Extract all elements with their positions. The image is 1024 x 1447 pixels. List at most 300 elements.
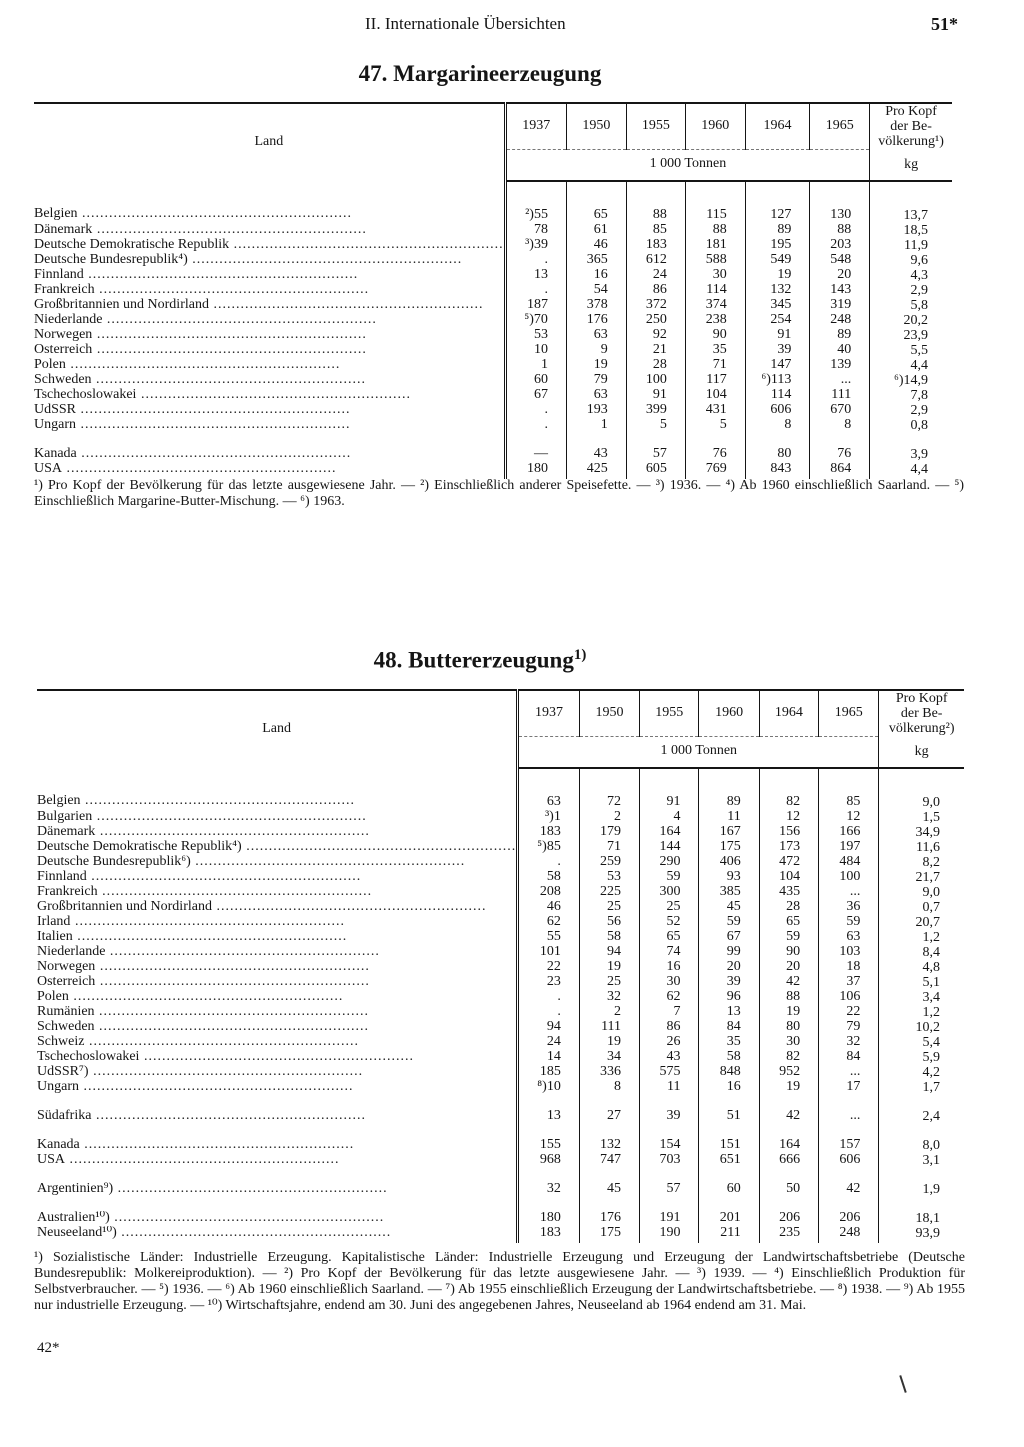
leader-dots: ............................................................ — [92, 222, 367, 237]
production-value: 37 — [819, 975, 879, 990]
table-47-year-header: 1964 — [745, 103, 810, 149]
leader-dots: ............................................................ — [95, 824, 370, 839]
leader-dots: ............................................................ — [77, 206, 353, 222]
production-value: 58 — [699, 1050, 759, 1065]
production-value: ³)1 — [518, 810, 580, 825]
production-value: 156 — [759, 825, 818, 840]
per-capita-value: 8,4 — [879, 945, 964, 960]
production-value: 166 — [819, 825, 879, 840]
production-value: 50 — [759, 1182, 818, 1197]
leader-dots: ............................................................ — [70, 914, 345, 929]
production-value: 1 — [505, 358, 566, 373]
table-row — [37, 900, 964, 915]
table-48-year-header: 1964 — [759, 690, 818, 736]
leader-dots: ............................................................ — [97, 884, 373, 899]
production-value: 89 — [810, 328, 870, 343]
leader-dots: ............................................................ — [76, 446, 352, 461]
country-name — [37, 885, 518, 900]
production-value: ... — [810, 373, 870, 388]
production-value: 78 — [505, 223, 566, 238]
country-label: Finnland — [34, 267, 84, 282]
country-label: Großbritannien und Nordirland — [37, 899, 212, 914]
production-value: 55 — [518, 930, 580, 945]
country-label: Bulgarien — [37, 809, 93, 824]
leader-dots: ............................................................ — [136, 387, 411, 402]
production-value: 85 — [626, 223, 685, 238]
production-value: 45 — [579, 1182, 639, 1197]
table-row — [37, 1153, 964, 1168]
production-value: 63 — [819, 930, 879, 945]
table-48-title-text: 48. Buttererzeugung — [373, 647, 574, 673]
table-row — [37, 1020, 964, 1035]
table-47-unit: 1 000 Tonnen — [505, 149, 870, 181]
production-value: 968 — [518, 1153, 580, 1168]
production-value: 16 — [640, 960, 699, 975]
country-label: Belgien — [37, 793, 81, 809]
leader-dots: ............................................................ — [139, 1049, 414, 1064]
production-value: 185 — [518, 1065, 580, 1080]
country-name — [34, 223, 505, 238]
production-value: 164 — [640, 825, 699, 840]
production-value: 206 — [819, 1211, 879, 1226]
production-value: 111 — [579, 1020, 639, 1035]
country-label: Großbritannien und Nordirland — [34, 297, 209, 312]
production-value: 183 — [626, 238, 685, 253]
per-capita-value: 2,9 — [870, 283, 952, 298]
production-value: 94 — [579, 945, 639, 960]
production-value: 1 — [566, 418, 626, 433]
production-value: 2 — [579, 810, 639, 825]
production-value: 132 — [579, 1138, 639, 1153]
production-value: 91 — [640, 768, 699, 810]
table-47-per-capita-unit: kg — [870, 149, 952, 181]
country-name — [37, 810, 518, 825]
table-row — [34, 358, 952, 373]
country-label: Deutsche Bundesrepublik⁴) — [34, 252, 188, 267]
production-value: 59 — [699, 915, 759, 930]
country-label: Polen — [37, 989, 69, 1004]
production-value: 99 — [699, 945, 759, 960]
production-value: 139 — [810, 358, 870, 373]
country-name — [37, 1211, 518, 1226]
country-name — [37, 945, 518, 960]
production-value: 24 — [518, 1035, 580, 1050]
production-value: 425 — [566, 462, 626, 479]
per-capita-value: 7,8 — [870, 388, 952, 403]
per-capita-value: 20,2 — [870, 313, 952, 328]
country-name — [34, 253, 505, 268]
table-48-body — [37, 768, 964, 1243]
per-capita-value: 93,9 — [879, 1226, 964, 1243]
production-value: 80 — [745, 447, 810, 462]
table-48-year-header: 1937 — [518, 690, 580, 736]
table-row — [37, 870, 964, 885]
country-name — [37, 1065, 518, 1080]
production-value: 20 — [699, 960, 759, 975]
production-value: 588 — [685, 253, 745, 268]
production-value: 36 — [819, 900, 879, 915]
production-value: 19 — [759, 1080, 818, 1095]
per-capita-value: 3,9 — [870, 447, 952, 462]
production-value: 23 — [518, 975, 580, 990]
country-label: Niederlande — [37, 944, 106, 959]
production-value: 769 — [685, 462, 745, 479]
table-47-year-header: 1937 — [505, 103, 566, 149]
production-value: 89 — [745, 223, 810, 238]
production-value: 20 — [759, 960, 818, 975]
table-row — [37, 810, 964, 825]
table-47-body — [34, 181, 952, 479]
production-value: 290 — [640, 855, 699, 870]
country-label: Deutsche Demokratische Republik⁴) — [37, 839, 242, 854]
country-name — [37, 990, 518, 1005]
leader-dots: ............................................................ — [94, 1019, 370, 1034]
production-value: 259 — [579, 855, 639, 870]
production-value: 71 — [685, 358, 745, 373]
per-capita-value: 10,2 — [879, 1020, 964, 1035]
production-value: . — [518, 990, 580, 1005]
table-row — [37, 930, 964, 945]
country-name — [37, 960, 518, 975]
production-value: 101 — [518, 945, 580, 960]
country-name — [37, 975, 518, 990]
production-value: 195 — [745, 238, 810, 253]
per-capita-value: 5,9 — [879, 1050, 964, 1065]
country-label: Schweiz — [37, 1034, 85, 1049]
leader-dots: ............................................................ — [76, 402, 351, 417]
production-value: 53 — [579, 870, 639, 885]
country-label: Norwegen — [37, 959, 96, 974]
table-row — [37, 915, 964, 930]
production-value: 179 — [579, 825, 639, 840]
production-value: 952 — [759, 1065, 818, 1080]
per-capita-value: 5,8 — [870, 298, 952, 313]
production-value: 19 — [566, 358, 626, 373]
per-capita-value: 4,8 — [879, 960, 964, 975]
table-47-year-header: 1965 — [810, 103, 870, 149]
table-row — [34, 223, 952, 238]
production-value: 65 — [566, 181, 626, 223]
production-value: 17 — [819, 1080, 879, 1095]
production-value: 14 — [518, 1050, 580, 1065]
production-value: 175 — [699, 840, 759, 855]
production-value: 103 — [819, 945, 879, 960]
production-value: 12 — [819, 810, 879, 825]
production-value: 88 — [759, 990, 818, 1005]
leader-dots: ............................................................ — [229, 237, 504, 252]
production-value: 63 — [566, 328, 626, 343]
production-value: 42 — [819, 1182, 879, 1197]
production-value: ⁸)10 — [518, 1080, 580, 1095]
production-value: 30 — [759, 1035, 818, 1050]
country-name — [37, 900, 518, 915]
per-capita-value: 5,4 — [879, 1035, 964, 1050]
production-value: 19 — [759, 1005, 818, 1020]
production-value: . — [505, 283, 566, 298]
production-value: 45 — [699, 900, 759, 915]
production-value: 164 — [759, 1138, 818, 1153]
production-value: 319 — [810, 298, 870, 313]
country-label: Tschechoslowakei — [34, 387, 137, 402]
table-47-footnote: ¹) Pro Kopf der Bevölkerung für das letzte ausgewiesene Jahr. — ²) Einschließlich anderer Speisefette. — ³) 1936. — ⁴) Ab 1960 einschließlich Saarland. — ⁵) Einschließlich Margarine-Butter-Mischung. — ⁶) 1963. — [34, 478, 964, 509]
per-capita-value: 1,2 — [879, 930, 964, 945]
country-name — [37, 1050, 518, 1065]
country-name — [34, 373, 505, 388]
per-capita-value: 18,5 — [870, 223, 952, 238]
per-capita-value: 11,6 — [879, 840, 964, 855]
production-value: 57 — [640, 1182, 699, 1197]
country-name — [34, 447, 505, 462]
production-value: 67 — [505, 388, 566, 403]
production-value: 79 — [819, 1020, 879, 1035]
production-value: 84 — [819, 1050, 879, 1065]
country-label: Neuseeland¹⁰) — [37, 1225, 117, 1240]
country-name — [34, 238, 505, 253]
country-label: Ungarn — [34, 417, 76, 432]
leader-dots: ............................................................ — [208, 297, 484, 312]
production-value: 16 — [566, 268, 626, 283]
leader-dots: ............................................................ — [86, 869, 362, 884]
per-capita-value: 1,2 — [879, 1005, 964, 1020]
production-value: . — [505, 403, 566, 418]
production-value: 65 — [640, 930, 699, 945]
production-value: 35 — [699, 1035, 759, 1050]
production-value: 91 — [745, 328, 810, 343]
per-capita-value: 9,6 — [870, 253, 952, 268]
production-value: 94 — [518, 1020, 580, 1035]
country-label: Irland — [37, 914, 71, 929]
production-value: 300 — [640, 885, 699, 900]
table-row — [34, 403, 952, 418]
table-row — [34, 238, 952, 253]
leader-dots: ............................................................ — [91, 1108, 366, 1123]
production-value: 40 — [810, 343, 870, 358]
country-label: Österreich — [34, 342, 93, 357]
production-value: 187 — [505, 298, 566, 313]
country-label: Südafrika — [37, 1108, 92, 1123]
production-value: 19 — [745, 268, 810, 283]
table-row — [37, 1138, 964, 1153]
country-name — [34, 181, 505, 223]
leader-dots: ............................................................ — [65, 357, 341, 372]
per-capita-value: 4,2 — [879, 1065, 964, 1080]
production-value: 747 — [579, 1153, 639, 1168]
per-capita-value: 23,9 — [870, 328, 952, 343]
country-label: Frankreich — [34, 282, 95, 297]
table-row-spacer — [37, 1095, 964, 1109]
production-value: 5 — [685, 418, 745, 433]
production-value: 25 — [640, 900, 699, 915]
production-value: 19 — [579, 960, 639, 975]
production-value: 203 — [810, 238, 870, 253]
production-value: 10 — [505, 343, 566, 358]
production-value: 89 — [699, 768, 759, 810]
country-label: Niederlande — [34, 312, 103, 327]
table-47-land-header: Land — [34, 103, 505, 181]
production-value: 175 — [579, 1226, 639, 1243]
production-value: 24 — [626, 268, 685, 283]
production-value: 39 — [640, 1109, 699, 1124]
production-value: 435 — [759, 885, 818, 900]
country-label: Kanada — [34, 446, 77, 461]
country-name — [37, 825, 518, 840]
country-label: UdSSR⁷) — [37, 1064, 89, 1079]
table-row — [37, 1050, 964, 1065]
table-row — [37, 1035, 964, 1050]
country-name — [34, 358, 505, 373]
country-name — [34, 298, 505, 313]
stray-mark — [899, 1375, 906, 1393]
production-value: 176 — [566, 313, 626, 328]
production-value: 183 — [518, 1226, 580, 1243]
table-47 — [34, 102, 952, 479]
table-row — [37, 990, 964, 1005]
production-value: 82 — [759, 1050, 818, 1065]
production-value: 8 — [810, 418, 870, 433]
leader-dots: ............................................................ — [95, 959, 370, 974]
production-value: 82 — [759, 768, 818, 810]
table-48-year-header: 1965 — [819, 690, 879, 736]
per-capita-value: 18,1 — [879, 1211, 964, 1226]
country-label: Finnland — [37, 869, 87, 884]
production-value: 39 — [699, 975, 759, 990]
leader-dots: ............................................................ — [95, 974, 370, 989]
production-value: ... — [819, 1065, 879, 1080]
country-label: Schweden — [34, 372, 92, 387]
table-row — [37, 1109, 964, 1124]
running-head-title: II. Internationale Übersichten — [365, 14, 566, 33]
production-value: 30 — [640, 975, 699, 990]
production-value: 208 — [518, 885, 580, 900]
leader-dots: ............................................................ — [79, 1137, 355, 1152]
production-value: 549 — [745, 253, 810, 268]
production-value: 191 — [640, 1211, 699, 1226]
country-label: Deutsche Bundesrepublik⁶) — [37, 854, 191, 869]
country-label: Polen — [34, 357, 66, 372]
production-value: 67 — [699, 930, 759, 945]
production-value: 25 — [579, 900, 639, 915]
production-value: 201 — [699, 1211, 759, 1226]
production-value: 96 — [699, 990, 759, 1005]
table-row — [34, 298, 952, 313]
country-name — [34, 328, 505, 343]
production-value: 25 — [579, 975, 639, 990]
country-name — [37, 870, 518, 885]
production-value: 248 — [810, 313, 870, 328]
country-name — [34, 343, 505, 358]
leader-dots: ............................................................ — [84, 1034, 359, 1049]
production-value: ²)55 — [505, 181, 566, 223]
production-value: 86 — [626, 283, 685, 298]
production-value: 32 — [579, 990, 639, 1005]
table-48 — [37, 689, 964, 1243]
production-value: . — [505, 418, 566, 433]
production-value: 88 — [626, 181, 685, 223]
leader-dots: ............................................................ — [187, 252, 463, 267]
production-value: 155 — [518, 1138, 580, 1153]
table-row — [37, 945, 964, 960]
per-capita-value: 8,2 — [879, 855, 964, 870]
country-label: Dänemark — [34, 222, 93, 237]
production-value: 91 — [626, 388, 685, 403]
production-value: 238 — [685, 313, 745, 328]
production-value: 104 — [759, 870, 818, 885]
production-value: 28 — [759, 900, 818, 915]
table-47-title: 47. Margarineerzeugung — [358, 61, 602, 86]
table-row — [34, 373, 952, 388]
production-value: 8 — [745, 418, 810, 433]
production-value: 11 — [699, 810, 759, 825]
production-value: 39 — [745, 343, 810, 358]
production-value: 378 — [566, 298, 626, 313]
production-value: 32 — [819, 1035, 879, 1050]
country-label: Tschechoslowakei — [37, 1049, 140, 1064]
production-value: 484 — [819, 855, 879, 870]
production-value: 62 — [518, 915, 580, 930]
production-value: 16 — [699, 1080, 759, 1095]
production-value: ⁶)113 — [745, 373, 810, 388]
country-name — [37, 855, 518, 870]
production-value: 71 — [579, 840, 639, 855]
production-value: 605 — [626, 462, 685, 479]
per-capita-value: 34,9 — [879, 825, 964, 840]
production-value: 472 — [759, 855, 818, 870]
country-name — [37, 1109, 518, 1124]
production-value: 157 — [819, 1138, 879, 1153]
per-capita-value: 1,7 — [879, 1080, 964, 1095]
table-row — [37, 1226, 964, 1243]
country-name — [37, 768, 518, 810]
production-value: 74 — [640, 945, 699, 960]
country-label: Deutsche Demokratische Republik — [34, 237, 230, 252]
leader-dots: ............................................................ — [76, 417, 351, 432]
signature-mark: 42* — [37, 1340, 60, 1356]
production-value: 30 — [685, 268, 745, 283]
table-47-year-header: 1955 — [626, 103, 685, 149]
production-value: 248 — [819, 1226, 879, 1243]
production-value: 372 — [626, 298, 685, 313]
production-value: 406 — [699, 855, 759, 870]
production-value: 13 — [518, 1109, 580, 1124]
country-name — [37, 915, 518, 930]
per-capita-value: 20,7 — [879, 915, 964, 930]
production-value: 193 — [566, 403, 626, 418]
table-row — [34, 283, 952, 298]
table-row-spacer — [37, 1168, 964, 1182]
production-value: ... — [819, 1109, 879, 1124]
production-value: 144 — [640, 840, 699, 855]
production-value: 254 — [745, 313, 810, 328]
production-value: 46 — [566, 238, 626, 253]
leader-dots: ............................................................ — [211, 899, 487, 914]
per-capita-value: 2,4 — [879, 1109, 964, 1124]
production-value: 225 — [579, 885, 639, 900]
production-value: 59 — [640, 870, 699, 885]
production-value: — — [505, 447, 566, 462]
table-row — [37, 960, 964, 975]
production-value: 127 — [745, 181, 810, 223]
table-row — [34, 313, 952, 328]
production-value: 53 — [505, 328, 566, 343]
production-value: 106 — [819, 990, 879, 1005]
table-row — [37, 1211, 964, 1226]
country-name — [34, 283, 505, 298]
production-value: 250 — [626, 313, 685, 328]
production-value: 62 — [640, 990, 699, 1005]
production-value: 19 — [579, 1035, 639, 1050]
production-value: 61 — [566, 223, 626, 238]
table-row — [34, 268, 952, 283]
